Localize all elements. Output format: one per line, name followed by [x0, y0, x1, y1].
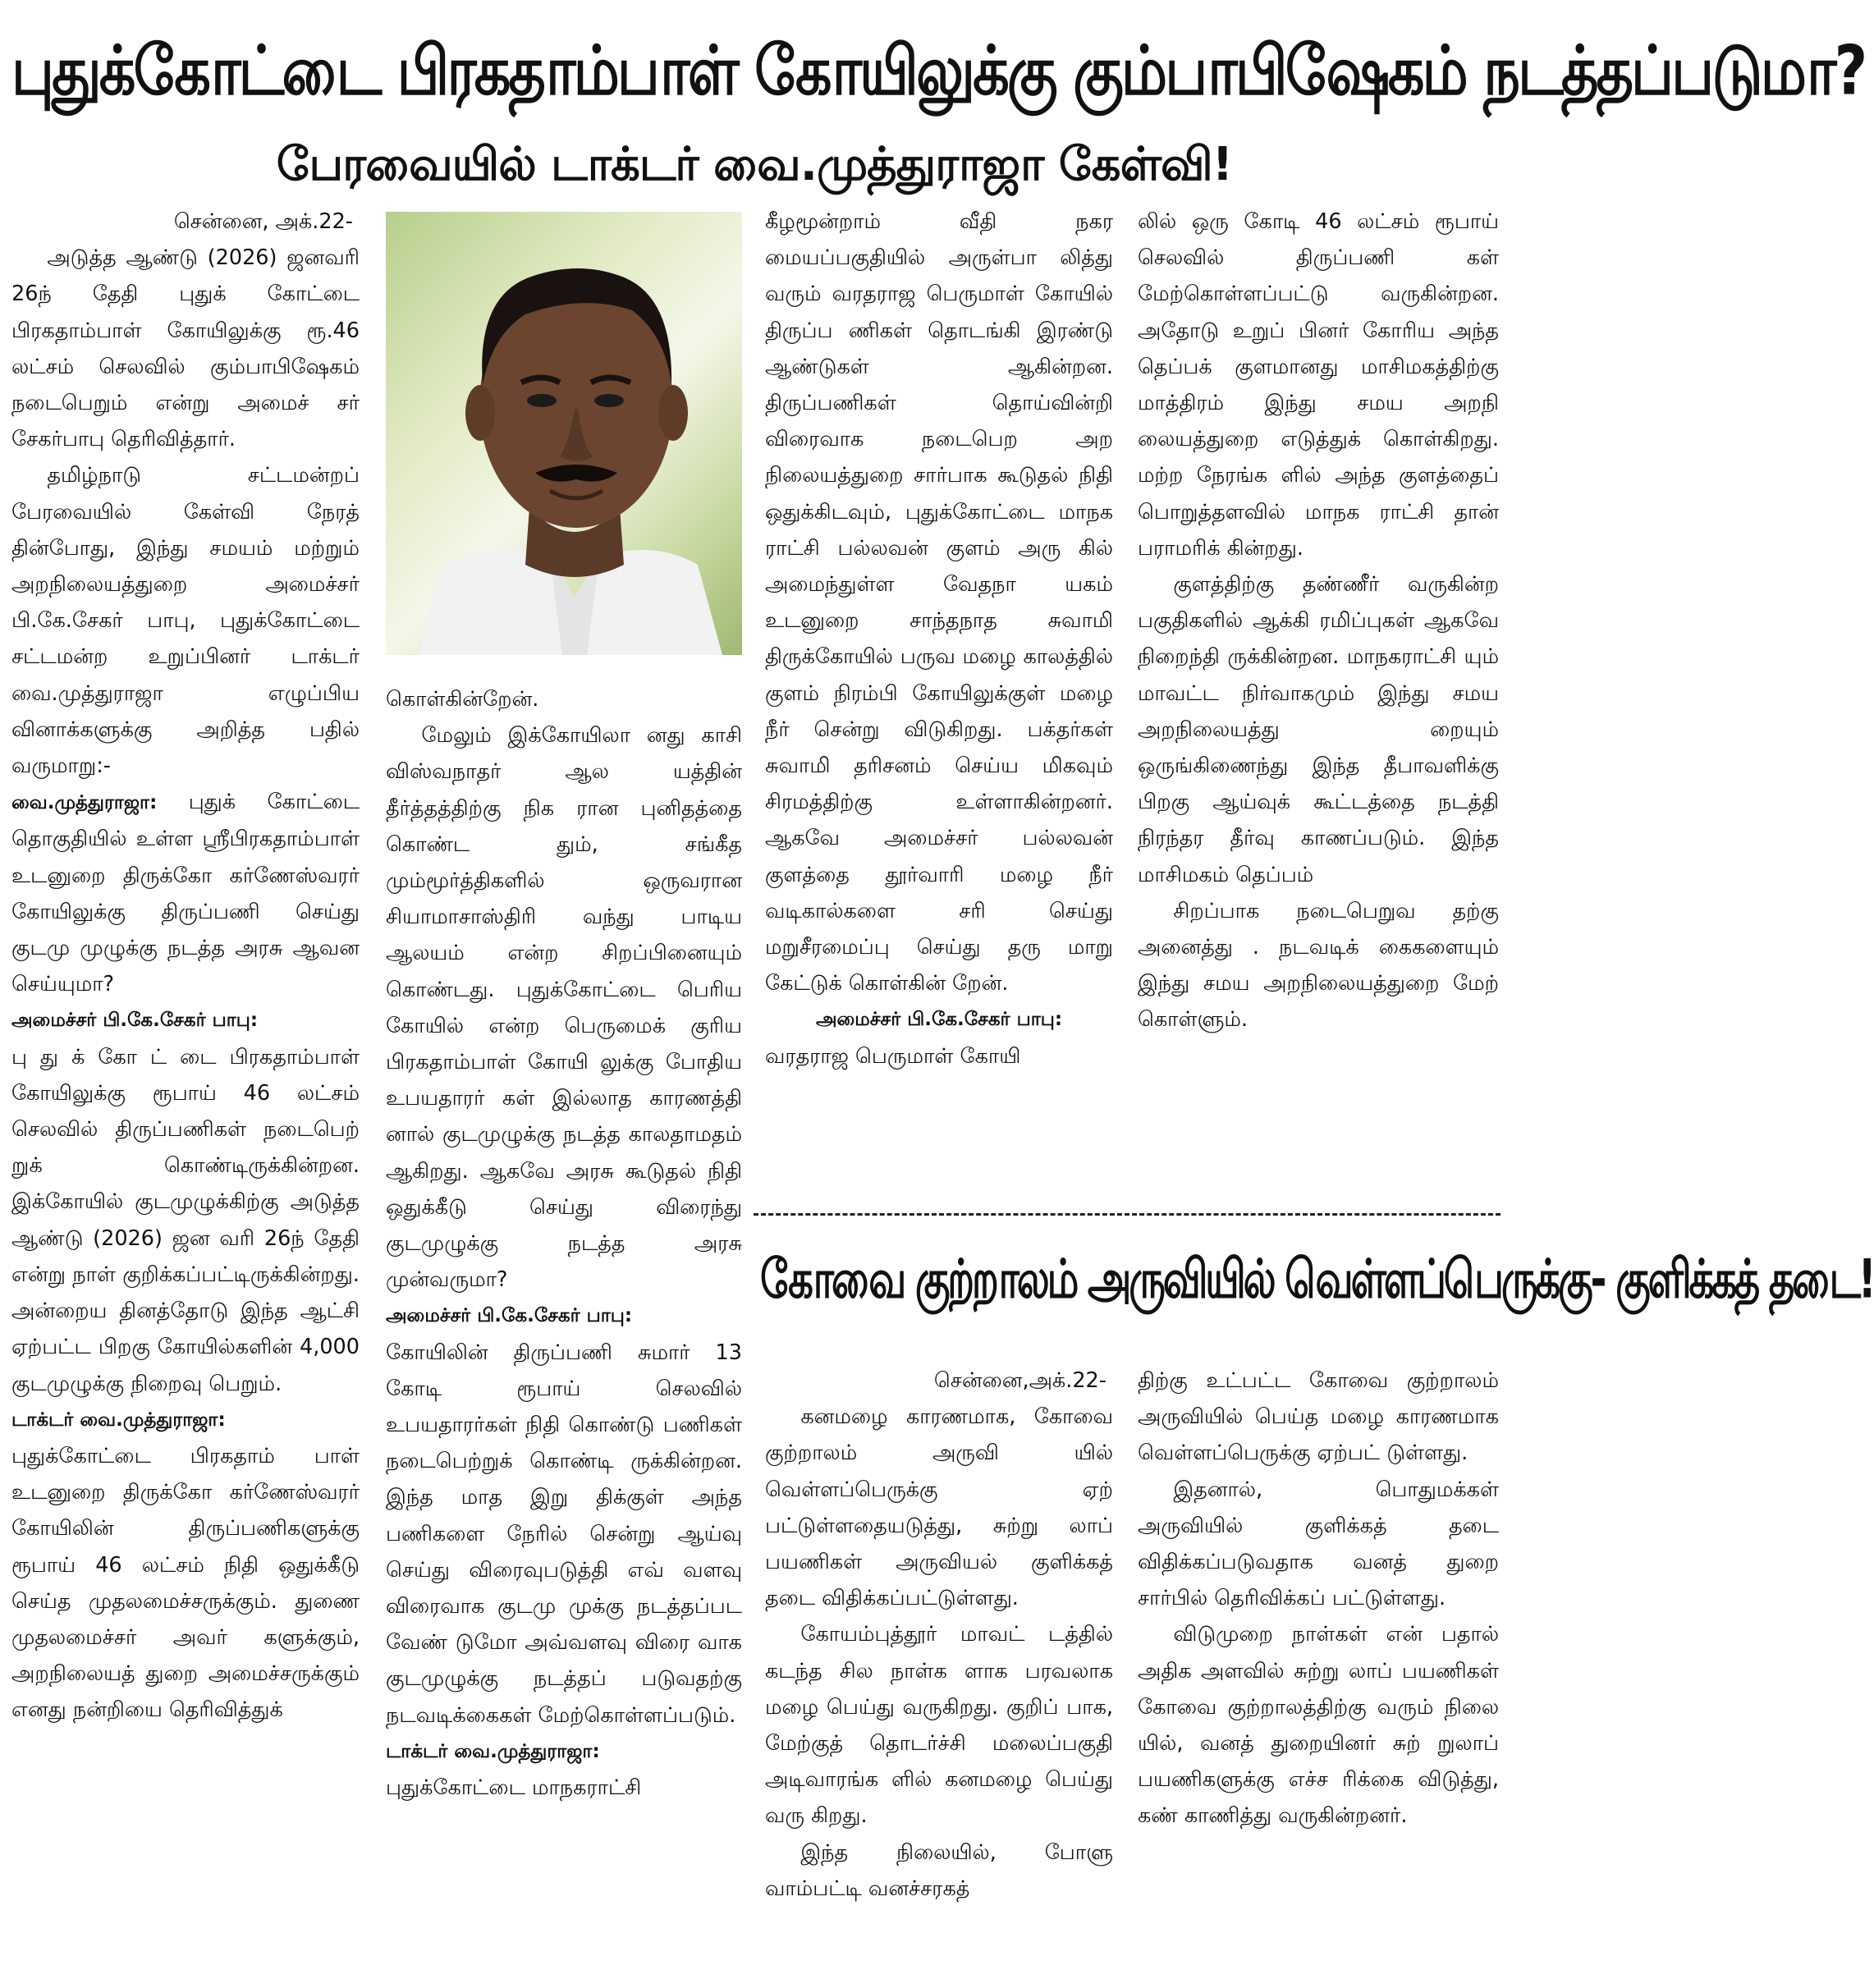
speaker-label: டாக்டர் வை.முத்துராஜா:	[386, 1740, 600, 1762]
article2-column-2	[1138, 1363, 1499, 1986]
article1-column-2	[386, 681, 742, 1985]
speaker-label: வை.முத்துராஜா:	[11, 792, 158, 814]
paragraph: கொள்கின்றேன்.	[386, 687, 539, 712]
article2-headline: கோவை குற்றாலம் அருவியில் வெள்ளப்பெருக்கு- குளிக்கத் தடை!	[760, 1248, 1874, 1311]
paragraph: விடுமுறை நாள்கள் என் பதால் அதிக அளவில் சுற்று லாப் பயணிகள் கோவை குற்றாலத்திற்கு வரும் நிலை யில், வனத் துறையினர் சுற் றுலாப் பயணிகளுக்கு எச்ச ரிக்கை விடுத்து, கண் காணித்து வருகின்றனர்.	[1138, 1622, 1499, 1829]
dateline: சென்னை,அக்.22-	[933, 1368, 1107, 1393]
speaker-label: டாக்டர் வை.முத்துராஜா:	[11, 1409, 226, 1431]
paragraph: கோயம்புத்தூர் மாவட் டத்தில் கடந்த சில நாள்க ளாக பரவலாக மழை பெய்து வருகிறது. குறிப் பாக, மேற்குத் தொடர்ச்சி மலைப்பகுதி அடிவாரங்க ளில் கனமழை பெய்து வரு கிறது.	[765, 1622, 1113, 1829]
article1-column-1	[11, 204, 360, 1985]
paragraph: புதுக்கோட்டை பிரகதாம் பாள் உடனுறை திருக்கோ கர்ணேஸ்வரர் கோயிலின் திருப்பணிகளுக்கு ரூபாய் 46 லட்சம் நிதி ஒதுக்கீடு செய்த முதலமைச்சருக்கும். துணை முதலமைச்சர் அவர் களுக்கும், அறநிலையத் துறை அமைச்சருக்கும் எனது நன்றியை தெரிவித்துக்	[11, 1443, 360, 1723]
speaker-label: அமைச்சர் பி.கே.சேகர் பாபு:	[11, 1010, 259, 1032]
subheadline: பேரவையில் டாக்டர் வை.முத்துராஜா கேள்வி!	[276, 138, 1233, 191]
paragraph: அடுத்த ஆண்டு (2026) ஜனவரி 26ந் தேதி புதுக் கோட்டை பிரகதாம்பாள் கோயிலுக்கு ரூ.46 லட்சம் செலவில் கும்பாபிஷேகம் நடைபெறும் என்று அமைச் சர் சேகர்பாபு தெரிவித்தார்.	[11, 245, 360, 452]
article2-column-1	[765, 1363, 1113, 1986]
paragraph: இதனால், பொதுமக்கள் அருவியில் குளிக்கத் தடை விதிக்கப்படுவதாக வனத் துறை சார்பில் தெரிவிக்கப் பட்டுள்ளது.	[1138, 1477, 1499, 1611]
paragraph: வரதராஜ பெருமாள் கோயி	[765, 1043, 1021, 1069]
section-divider	[754, 1213, 1501, 1216]
paragraph: தமிழ்நாடு சட்டமன்றப் பேரவையில் கேள்வி நேரத் தின்போது, இந்து சமயம் மற்றும் அறநிலையத்துறை அமைச்சர் பி.கே.சேகர் பாபு, புதுக்கோட்டை சட்டமன்ற உறுப்பினர் டாக்டர் வை.முத்துராஜா எழுப்பிய வினாக்களுக்கு அறித்த பதில் வருமாறு:-	[11, 463, 360, 779]
headline: புதுக்கோட்டை பிரகதாம்பாள் கோயிலுக்கு கும்பாபிஷேகம் நடத்தப்படுமா?	[11, 30, 1866, 111]
article1-column-3	[765, 204, 1113, 1212]
speaker-label: அமைச்சர் பி.கே.சேகர் பாபு:	[386, 1305, 633, 1327]
paragraph: இந்த நிலையில், போளு வாம்பட்டி வனச்சரகத்	[765, 1839, 1113, 1901]
paragraph: குளத்திற்கு தண்ணீர் வருகின்ற பகுதிகளில் ஆக்கி ரமிப்புகள் ஆகவே நிறைந்தி ருக்கின்றன. மாநகராட்சி யும் மாவட்ட நிர்வாகமும் இந்து சமய அறநிலையத்து றையும் ஒருங்கிணைந்து இந்த தீபாவளிக்கு பிறகு ஆய்வுக் கூட்டத்தை நடத்தி நிரந்தர தீர்வு காணப்படும். இந்த மாசிமகம் தெப்பம்	[1138, 572, 1499, 887]
dateline: சென்னை, அக்.22-	[173, 209, 353, 234]
paragraph: மேலும் இக்கோயிலா னது காசி விஸ்வநாதர் ஆல யத்தின் தீர்த்தத்திற்கு நிக ரான புனிதத்தை கொண்ட தும், சங்கீத மும்மூர்த்திகளில் ஒருவரான சியாமாசாஸ்திரி வந்து பாடிய ஆலயம் என்ற சிறப்பினையும் கொண்டது. புதுக்கோட்டை பெரிய கோயில் என்ற பெருமைக் குரிய பிரகதாம்பாள் கோயி லுக்கு போதிய உபயதாரர் கள் இல்லாத காரணத்தி னால் குடமுழுக்கு நடத்த காலதாமதம் ஆகிறது. ஆகவே அரசு கூடுதல் நிதி ஒதுக்கீடு செய்து விரைந்து குடமுழுக்கு நடத்த அரசு முன்வருமா?	[386, 723, 742, 1293]
portrait-photo	[386, 212, 742, 655]
paragraph: கீழமூன்றாம் வீதி நகர மையப்பகுதியில் அருள்பா லித்து வரும் வரதராஜ பெருமாள் கோயில் திருப்ப ணிகள் தொடங்கி இரண்டு ஆண்டுகள் ஆகின்றன. திருப்பணிகள் தொய்வின்றி விரைவாக நடைபெற அற நிலையத்துறை சார்பாக கூடுதல் நிதி ஒதுக்கிடவும், புதுக்கோட்டை மாநக ராட்சி பல்லவன் குளம் அரு கில் அமைந்துள்ள வேதநா யகம் உடனுறை சாந்தநாத சுவாமி திருக்கோயில் பருவ மழை காலத்தில் குளம் நிரம்பி கோயிலுக்குள் மழை நீர் சென்று விடுகிறது. பக்தர்கள் சுவாமி தரிசனம் செய்ய மிகவும் சிரமத்திற்கு உள்ளாகின்றனர். ஆகவே அமைச்சர் பல்லவன் குளத்தை தூர்வாரி மழை நீர் வடிகால்களை சரி செய்து மறுசீரமைப்பு செய்து தரு மாறு கேட்டுக் கொள்கின் றேன்.	[765, 209, 1113, 996]
paragraph: கோயிலின் திருப்பணி சுமார் 13 கோடி ரூபாய் செலவில் உபயதாரர்கள் நிதி கொண்டு பணிகள் நடைபெற்றுக் கொண்டி ருக்கின்றன. இந்த மாத இறு திக்குள் அந்த பணிகளை நேரில் சென்று ஆய்வு செய்து விரைவுபடுத்தி எவ் வளவு விரைவாக குடமு முக்கு நடத்தப்பட வேண் டுமோ அவ்வளவு விரை வாக குடமுழுக்கு நடத்தப் படுவதற்கு நடவடிக்கைகள் மேற்கொள்ளப்படும்.	[386, 1340, 742, 1728]
speaker-label: அமைச்சர் பி.கே.சேகர் பாபு:	[815, 1009, 1063, 1031]
paragraph: லில் ஒரு கோடி 46 லட்சம் ரூபாய் செலவில் திருப்பணி கள் மேற்கொள்ளப்பட்டு வருகின்றன. அதோடு உறுப் பினர் கோரிய அந்த தெப்பக் குளமானது மாசிமகத்திற்கு மாத்திரம் இந்து சமய அறநி லையத்துறை எடுத்துக் கொள்கிறது. மற்ற நேரங்க ளில் அந்த குளத்தைப் பொறுத்தளவில் மாநக ராட்சி தான் பராமரிக் கின்றது.	[1138, 209, 1499, 561]
portrait-illustration	[386, 212, 742, 655]
paragraph	[11, 784, 360, 1002]
paragraph: கனமழை காரணமாக, கோவை குற்றாலம் அருவி யில் வெள்ளப்பெருக்கு ஏற் பட்டுள்ளதையடுத்து, சுற்று லாப் பயணிகள் அருவியல் குளிக்கத் தடை விதிக்கப்பட்டுள்ளது.	[765, 1404, 1113, 1611]
paragraph: திற்கு உட்பட்ட கோவை குற்றாலம் அருவியில் பெய்த மழை காரணமாக வெள்ளப்பெருக்கு ஏற்பட் டுள்ளது.	[1138, 1368, 1499, 1466]
paragraph: பு து க் கோ ட் டை பிரகதாம்பாள் கோயிலுக்கு ரூபாய் 46 லட்சம் செலவில் திருப்பணிகள் நடைபெற் றுக் கொண்டிருக்கின்றன. இக்கோயில் குடமுழுக்கிற்கு அடுத்த ஆண்டு (2026) ஜன வரி 26ந் தேதி என்று நாள் குறிக்கப்பட்டிருக்கின்றது. அன்றைய தினத்தோடு இந்த ஆட்சி ஏற்பட்ட பிறகு கோயில்களின் 4,000 குடமுழுக்கு நிறைவு பெறும்.	[11, 1044, 360, 1396]
article1-column-4	[1138, 204, 1499, 1212]
speaker-text: புதுக் கோட்டை தொகுதியில் உள்ள ஸ்ரீபிரகதாம்பாள் உடனுறை திருக்கோ கர்ணேஸ்வரர் கோயிலுக்கு திருப்பணி செய்து குடமு முழுக்கு நடத்த அரசு ஆவன செய்யுமா?	[11, 790, 360, 997]
paragraph: சிறப்பாக நடைபெறுவ தற்கு அனைத்து . நடவடிக் கைகளையும் இந்து சமய அறநிலையத்துறை மேற் கொள்ளும்.	[1138, 898, 1499, 1033]
paragraph: புதுக்கோட்டை மாநகராட்சி	[386, 1775, 642, 1801]
